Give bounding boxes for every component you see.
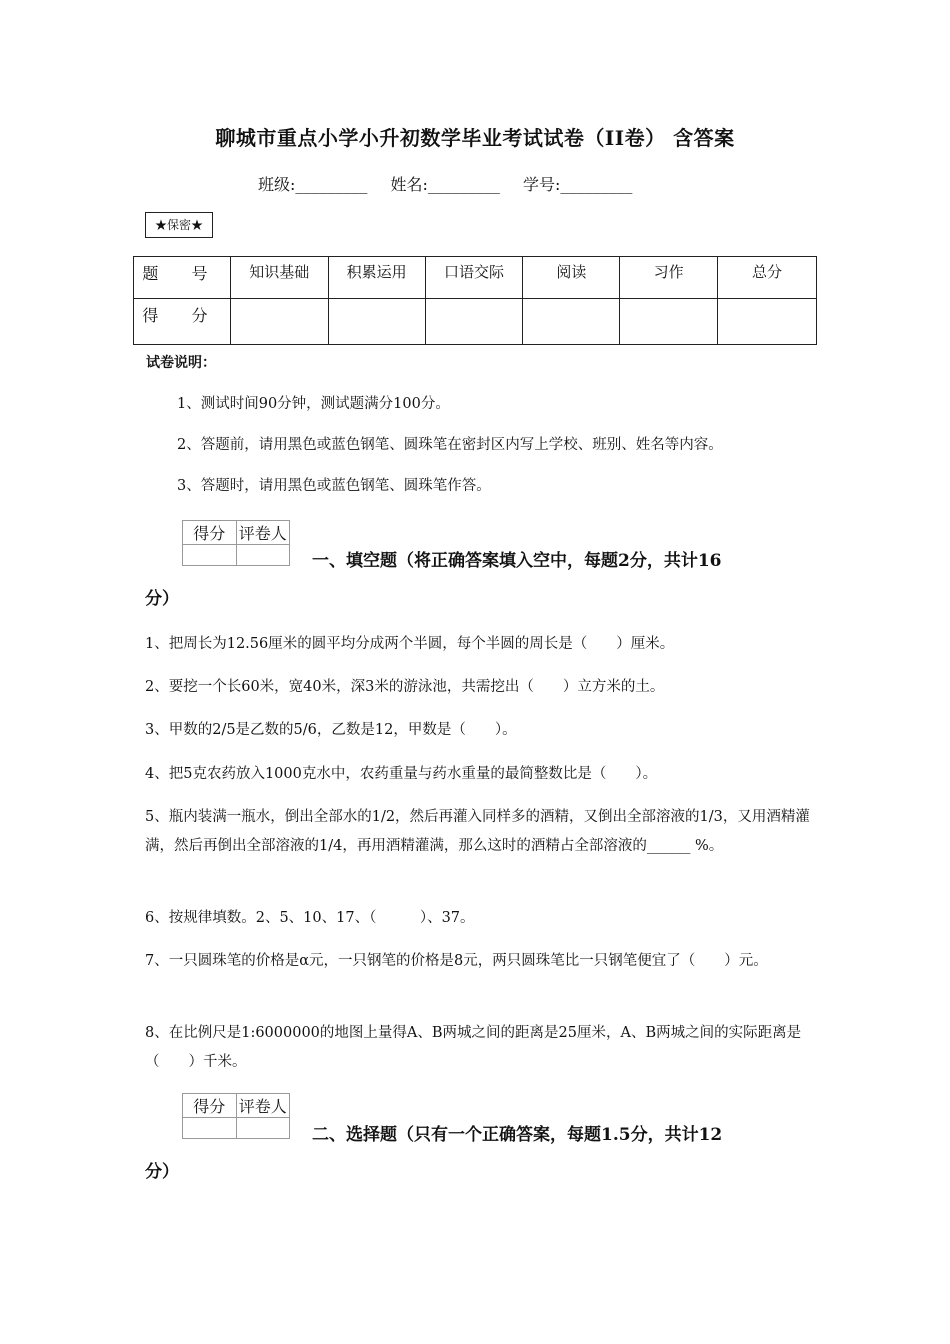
header-question-no: 题 号 [134, 257, 231, 299]
instructions-title: 试卷说明： [146, 355, 216, 371]
grader-score-label: 得分 [183, 521, 237, 545]
score-cell[interactable] [620, 299, 718, 345]
score-table-header-row [134, 257, 817, 299]
grader-name-label: 评卷人 [236, 521, 290, 545]
instruction-item: 2、答题前，请用黑色或蓝色钢笔、圆珠笔在密封区内写上学校、班别、姓名等内容。 [177, 437, 723, 453]
score-cell[interactable] [523, 299, 620, 345]
score-cell[interactable] [230, 299, 328, 345]
header-reading: 阅读 [523, 257, 620, 299]
instruction-item: 1、测试时间90分钟，测试题满分100分。 [177, 396, 450, 412]
grader-score-cell[interactable] [183, 545, 237, 566]
class-field[interactable]: 班级:_________ [258, 175, 368, 194]
exam-title: 聊城市重点小学小升初数学毕业考试试卷（II卷） 含答案 [215, 126, 735, 150]
grader-name-cell[interactable] [236, 1118, 290, 1139]
name-field[interactable]: 姓名:_________ [390, 175, 500, 194]
header-knowledge: 知识基础 [230, 257, 328, 299]
grader-score-cell[interactable] [183, 1118, 237, 1139]
header-total: 总分 [718, 257, 817, 299]
header-writing: 习作 [620, 257, 718, 299]
header-oral: 口语交际 [425, 257, 523, 299]
question-item: 1、把周长为12.56厘米的圆平均分成两个半圆，每个半圆的周长是（ ）厘米。 [145, 636, 675, 652]
score-table-score-row [134, 299, 817, 345]
question-item: 6、按规律填数。2、5、10、17、（ ）、37。 [145, 910, 475, 926]
section-1-title-tail: 分） [145, 589, 179, 609]
question-item: 2、要挖一个长60米，宽40米，深3米的游泳池，共需挖出（ ）立方米的土。 [145, 679, 665, 695]
confidential-badge: ★保密★ [145, 212, 213, 238]
section-2-title-tail: 分） [145, 1162, 179, 1182]
score-cell[interactable] [328, 299, 425, 345]
question-item: 5、瓶内装满一瓶水，倒出全部水的1/2，然后再灌入同样多的酒精，又倒出全部溶液的1/3，又用酒精灌满，然后再倒出全部溶液的1/4，再用酒精灌满，那么这时的酒精占全部溶液的______ %。 [145, 809, 810, 854]
header-accumulation: 积累运用 [328, 257, 425, 299]
score-cell[interactable] [425, 299, 523, 345]
question-item: 4、把5克农药放入1000克水中，农药重量与药水重量的最简整数比是（ ）。 [145, 766, 658, 782]
grader-score-label: 得分 [183, 1094, 237, 1118]
grader-box [182, 1093, 290, 1139]
grader-name-label: 评卷人 [236, 1094, 290, 1118]
score-row-label: 得 分 [134, 299, 231, 345]
question-item: 3、甲数的2/5是乙数的5/6，乙数是12，甲数是（ ）。 [145, 722, 517, 738]
score-cell[interactable] [718, 299, 817, 345]
question-item: 8、在比例尺是1:6000000的地图上量得A、B两城之间的距离是25厘米，A、B两城之间的实际距离是（ ）千米。 [145, 1025, 802, 1070]
section-2-title: 二、选择题（只有一个正确答案，每题1.5分，共计12 [312, 1125, 723, 1145]
grader-box [182, 520, 290, 566]
question-item: 7、一只圆珠笔的价格是α元，一只钢笔的价格是8元，两只圆珠笔比一只钢笔便宜了（ ）元。 [145, 953, 768, 969]
instruction-item: 3、答题时，请用黑色或蓝色钢笔、圆珠笔作答。 [177, 478, 491, 494]
score-table [133, 256, 817, 345]
student-info [258, 172, 650, 195]
student-id-field[interactable]: 学号:_________ [523, 175, 633, 194]
section-1-title: 一、填空题（将正确答案填入空中，每题2分，共计16 [312, 551, 722, 571]
grader-name-cell[interactable] [236, 545, 290, 566]
